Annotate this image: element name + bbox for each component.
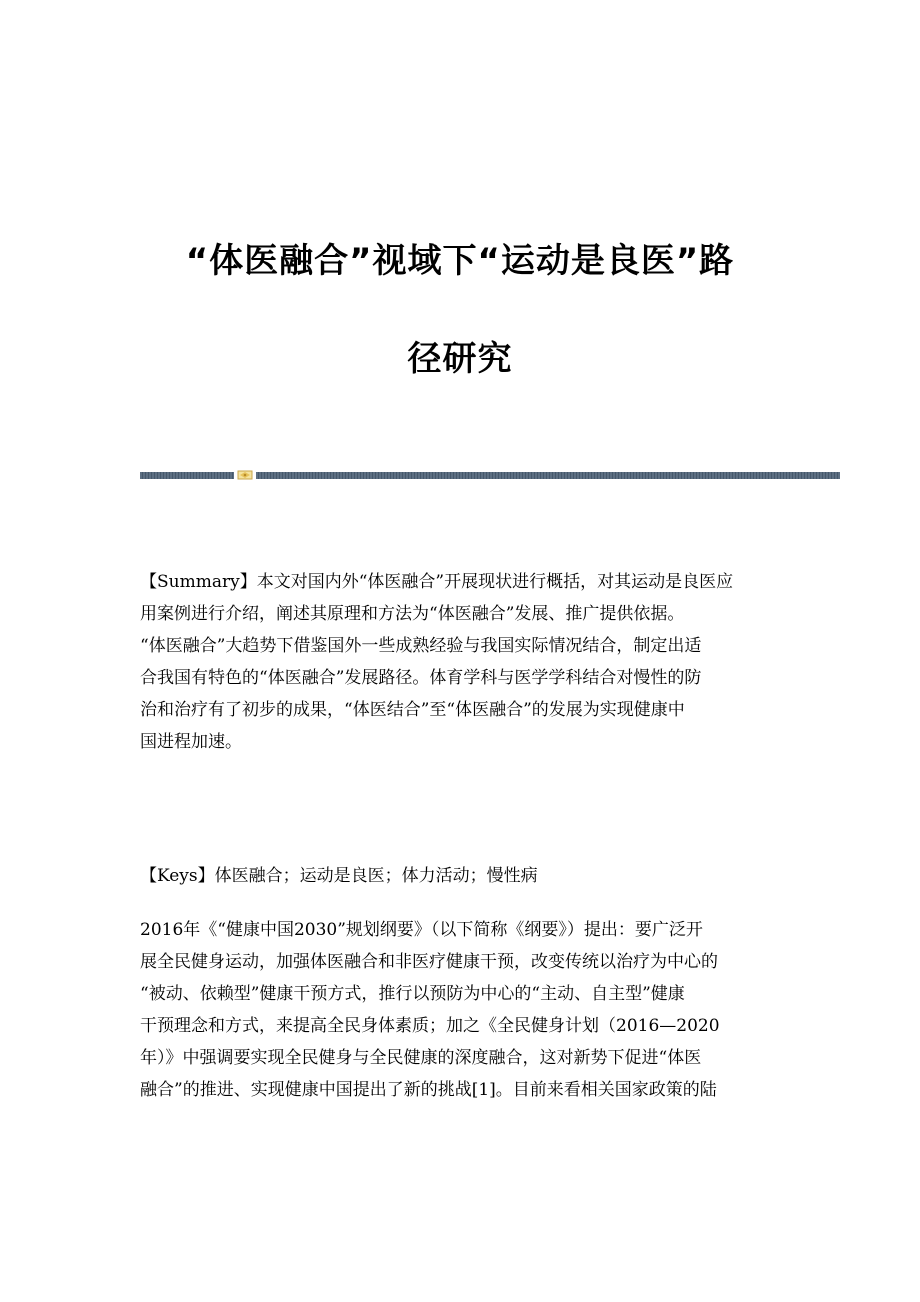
body-paragraph: [140, 914, 780, 1106]
body-line: “被动、依赖型”健康干预方式，推行以预防为中心的“主动、自主型”健康: [140, 984, 685, 1004]
title-divider: [140, 469, 840, 481]
summary-line: 【Summary】本文对国内外“体医融合”开展现状进行概括，对其运动是良医应: [140, 572, 734, 592]
summary-line: 合我国有特色的“体医融合”发展路径。体育学科与医学学科结合对慢性的防: [140, 668, 702, 688]
summary-paragraph: [140, 566, 780, 758]
summary-line: 国进程加速。: [140, 732, 242, 752]
divider-ornament-icon: [237, 469, 253, 481]
document-title-line-2: 径研究: [407, 338, 513, 379]
summary-line: “体医融合”大趋势下借鉴国外一些成熟经验与我国实际情况结合，制定出适: [140, 636, 702, 656]
divider-bar-left: [140, 472, 234, 479]
document-title-line-1: “体医融合”视域下“运动是良医”路: [185, 240, 735, 281]
body-line: 年）》中强调要实现全民健身与全民健康的深度融合，这对新势下促进“体医: [140, 1048, 702, 1068]
keywords-line: 【Keys】体医融合；运动是良医；体力活动；慢性病: [140, 866, 538, 886]
body-line: 展全民健身运动，加强体医融合和非医疗健康干预，改变传统以治疗为中心的: [140, 952, 718, 972]
summary-line: 治和治疗有了初步的成果，“体医结合”至“体医融合”的发展为实现健康中: [140, 700, 685, 720]
body-line: 干预理念和方式，来提高全民身体素质；加之《全民健身计划（2016—2020: [140, 1016, 720, 1036]
summary-line: 用案例进行介绍，阐述其原理和方法为“体医融合”发展、推广提供依据。: [140, 604, 685, 624]
keywords-paragraph: [140, 860, 780, 892]
divider-bar-right: [256, 472, 840, 479]
body-line: 2016年《“健康中国2030”规划纲要》（以下简称《纲要》）提出：要广泛开: [140, 920, 703, 940]
body-line: 融合”的推进、实现健康中国提出了新的挑战[1]。目前来看相关国家政策的陆: [140, 1080, 717, 1100]
